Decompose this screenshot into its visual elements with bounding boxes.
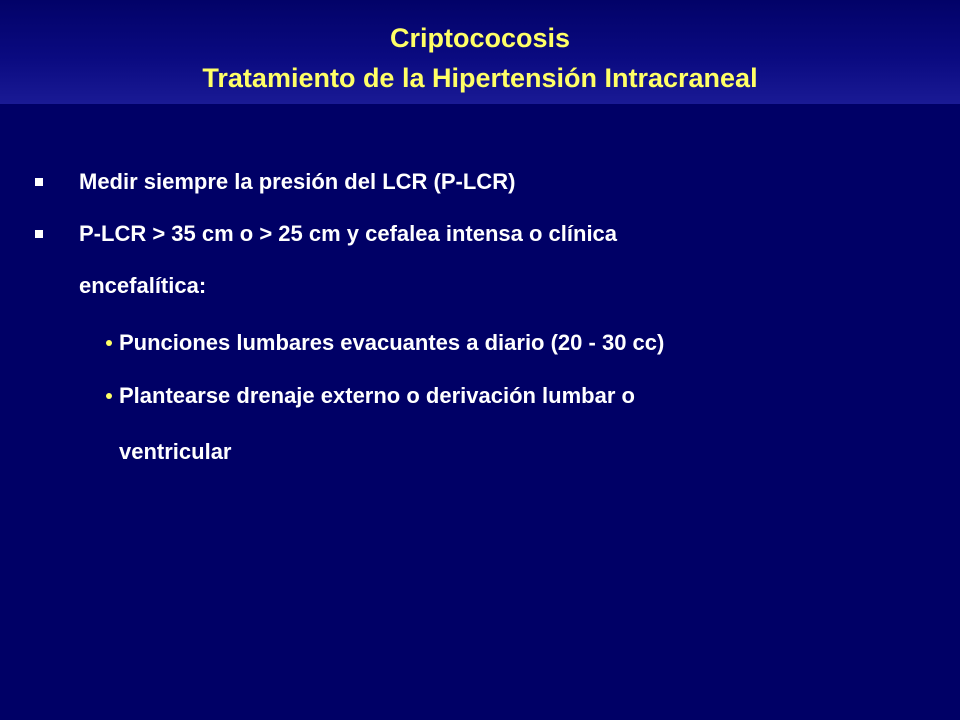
- sub-bullet-text: Punciones lumbares evacuantes a diario (20 - 30 cc): [119, 330, 665, 355]
- bullet-text-continuation: encefalítica:: [79, 273, 207, 298]
- sub-bullet-text: Plantearse drenaje externo o derivación lumbar o: [119, 383, 635, 408]
- sub-bullet-text-continuation: ventricular: [119, 439, 232, 464]
- slide-title: Criptococosis: [389, 23, 571, 53]
- dot-bullet-icon: [106, 393, 112, 399]
- square-bullet-icon: [35, 178, 43, 186]
- dot-bullet-icon: [106, 340, 112, 346]
- bullet-text: Medir siempre la presión del LCR (P-LCR): [79, 169, 516, 194]
- square-bullet-icon: [35, 230, 43, 238]
- bullet-text: P-LCR > 35 cm o > 25 cm y cefalea intensa o clínica: [79, 221, 618, 246]
- title-bar: [0, 0, 960, 104]
- slide-subtitle: Tratamiento de la Hipertensión Intracraneal: [202, 63, 758, 93]
